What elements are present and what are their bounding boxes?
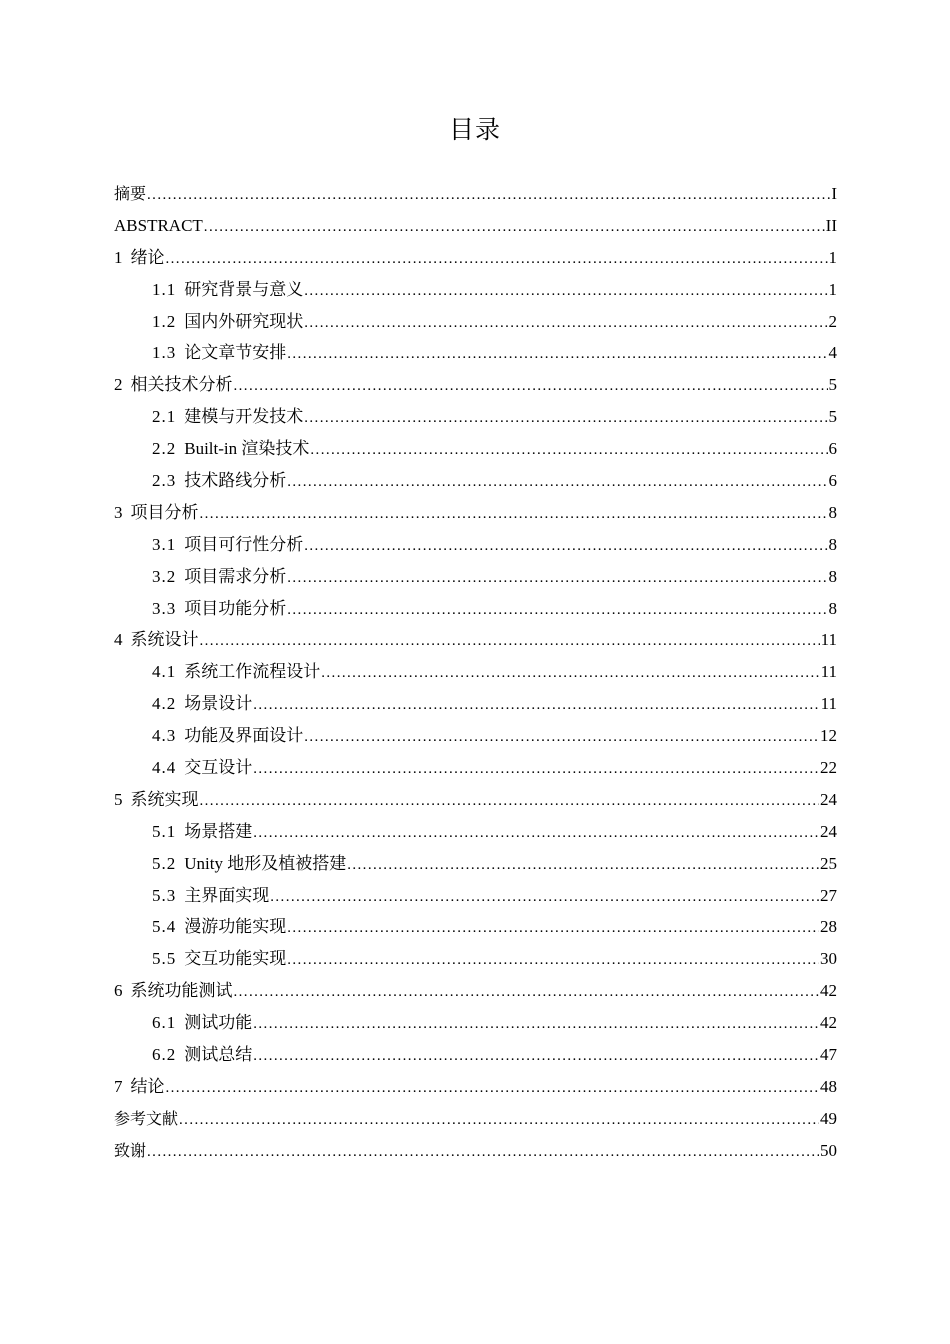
- toc-entry-number: 1.3: [152, 343, 177, 363]
- dot-leader: [304, 276, 827, 308]
- toc-entry-page-number: 27: [820, 885, 837, 905]
- dot-leader: [234, 977, 820, 1009]
- dot-leader: [321, 658, 819, 690]
- toc-entry-label: 项目可行性分析: [184, 534, 304, 554]
- toc-entry-number: 3: [114, 502, 123, 522]
- toc-entry-page-number: I: [831, 184, 837, 203]
- toc-entry-label: 相关技术分析: [130, 375, 233, 395]
- toc-entry[interactable]: [114, 784, 837, 816]
- toc-entry-label: 系统设计: [130, 630, 199, 650]
- toc-entry-number: 7: [114, 1076, 123, 1096]
- dot-leader: [253, 1009, 819, 1041]
- toc-entry-label: 交互功能实现: [184, 949, 287, 969]
- toc-entry-label: 建模与开发技术: [184, 407, 304, 427]
- toc-entry-page-number: 11: [820, 694, 837, 714]
- toc-entry-page-number: 49: [820, 1108, 837, 1128]
- toc-entry[interactable]: [114, 752, 837, 784]
- toc-entry[interactable]: [114, 911, 837, 943]
- toc-entry[interactable]: [114, 369, 837, 401]
- toc-entry-page-number: 25: [820, 853, 837, 873]
- dot-leader: [304, 308, 827, 340]
- toc-entry-label: 绪论: [130, 247, 165, 267]
- toc-entry-label: 系统功能测试: [130, 981, 233, 1001]
- toc-entry-page-number: 5: [828, 407, 837, 427]
- toc-entry[interactable]: [114, 656, 837, 688]
- toc-entry[interactable]: [114, 1071, 837, 1103]
- toc-entry-number: 6.2: [152, 1045, 177, 1065]
- toc-entry-label: ABSTRACT: [114, 215, 203, 235]
- toc-entry-number: 2: [114, 375, 123, 395]
- dot-leader: [347, 850, 819, 882]
- page-title: 目录: [448, 115, 501, 144]
- toc-entry-page-number: 1: [828, 279, 837, 299]
- toc-entry-page-number: 1: [828, 247, 837, 267]
- toc-entry[interactable]: [114, 1103, 837, 1135]
- dot-leader: [310, 435, 827, 467]
- toc-entry-label: 系统实现: [130, 789, 199, 809]
- dot-leader: [287, 913, 819, 945]
- toc-entry-number: 6: [114, 981, 123, 1001]
- toc-entry[interactable]: [114, 688, 837, 720]
- toc-entry-label: 论文章节安排: [184, 343, 287, 363]
- toc-entry[interactable]: [114, 816, 837, 848]
- toc-entry-page-number: 12: [820, 726, 837, 746]
- toc-entry-number: 4.2: [152, 694, 177, 714]
- toc-entry[interactable]: [114, 943, 837, 975]
- toc-entry-page-number: 2: [828, 311, 837, 331]
- toc-entry[interactable]: [114, 178, 837, 210]
- toc-entry-page-number: 42: [820, 1013, 837, 1033]
- toc-entry-page-number: 30: [820, 949, 837, 969]
- dot-leader: [304, 722, 819, 754]
- toc-entry[interactable]: [114, 975, 837, 1007]
- toc-entry-number: 5.5: [152, 949, 177, 969]
- toc-entry[interactable]: [114, 433, 837, 465]
- toc-entry-label: 国内外研究现状: [184, 311, 304, 331]
- toc-entry-label: 场景设计: [184, 694, 253, 714]
- toc-entry-number: 2.3: [152, 471, 177, 491]
- toc-entry[interactable]: [114, 880, 837, 912]
- toc-entry-page-number: 42: [820, 981, 837, 1001]
- toc-entry[interactable]: [114, 210, 837, 242]
- table-of-contents: [114, 178, 837, 1167]
- toc-entry-number: 3.2: [152, 566, 177, 586]
- toc-entry-label: 致谢: [114, 1140, 147, 1160]
- toc-entry-label: 主界面实现: [184, 885, 270, 905]
- toc-entry-number: 5.4: [152, 917, 177, 937]
- dot-leader: [253, 754, 819, 786]
- toc-entry-label: 交互设计: [184, 758, 253, 778]
- dot-leader: [287, 339, 827, 371]
- toc-entry[interactable]: [114, 497, 837, 529]
- toc-entry[interactable]: [114, 401, 837, 433]
- toc-entry-label: 项目分析: [130, 502, 199, 522]
- toc-entry-label: 技术路线分析: [184, 471, 287, 491]
- toc-entry-page-number: 6: [828, 471, 837, 491]
- toc-entry-number: 1.2: [152, 311, 177, 331]
- dot-leader: [287, 595, 827, 627]
- dot-leader: [166, 244, 828, 276]
- toc-entry-label: 参考文献: [114, 1108, 179, 1128]
- toc-entry[interactable]: [114, 1007, 837, 1039]
- dot-leader: [234, 371, 828, 403]
- toc-entry-label: 摘要: [114, 184, 147, 203]
- toc-entry-label: 研究背景与意义: [184, 279, 304, 299]
- toc-entry-number: 5.3: [152, 885, 177, 905]
- toc-entry-label: Unity 地形及植被搭建: [184, 853, 347, 873]
- toc-entry[interactable]: [114, 624, 837, 656]
- toc-entry-page-number: 48: [820, 1076, 837, 1096]
- toc-entry-label: Built-in 渲染技术: [184, 439, 310, 459]
- dot-leader: [166, 1073, 820, 1105]
- toc-entry-page-number: 11: [820, 662, 837, 682]
- toc-entry-number: 1.1: [152, 279, 177, 299]
- toc-entry[interactable]: [114, 1039, 837, 1071]
- toc-entry-label: 场景搭建: [184, 821, 253, 841]
- dot-leader: [253, 1041, 819, 1073]
- toc-entry[interactable]: [114, 593, 837, 625]
- toc-entry-number: 6.1: [152, 1013, 177, 1033]
- toc-entry[interactable]: [114, 1135, 837, 1167]
- toc-entry-page-number: 5: [828, 375, 837, 395]
- toc-entry-page-number: 28: [820, 917, 837, 937]
- dot-leader: [253, 818, 819, 850]
- dot-leader: [304, 403, 827, 435]
- toc-entry-number: 2.1: [152, 407, 177, 427]
- toc-entry-page-number: 11: [820, 630, 837, 650]
- toc-entry-label: 测试总结: [184, 1045, 253, 1065]
- toc-entry-page-number: 4: [828, 343, 837, 363]
- toc-entry-label: 项目需求分析: [184, 566, 287, 586]
- dot-leader: [287, 467, 827, 499]
- toc-entry-label: 功能及界面设计: [184, 726, 304, 746]
- dot-leader: [179, 1105, 819, 1137]
- toc-entry-page-number: 8: [828, 502, 837, 522]
- dot-leader: [253, 690, 819, 722]
- dot-leader: [287, 563, 827, 595]
- toc-entry-page-number: 50: [820, 1140, 837, 1160]
- toc-entry-label: 系统工作流程设计: [184, 662, 321, 682]
- toc-entry-number: 2.2: [152, 439, 177, 459]
- toc-entry[interactable]: [114, 848, 837, 880]
- toc-entry-number: 4: [114, 630, 123, 650]
- dot-leader: [200, 626, 820, 658]
- toc-entry-number: 5.1: [152, 821, 177, 841]
- toc-entry[interactable]: [114, 465, 837, 497]
- toc-entry[interactable]: [114, 561, 837, 593]
- toc-entry-page-number: 8: [828, 534, 837, 554]
- dot-leader: [147, 1137, 819, 1169]
- dot-leader: [204, 212, 825, 244]
- toc-entry-number: 5: [114, 789, 123, 809]
- toc-entry-page-number: 24: [820, 821, 837, 841]
- dot-leader: [304, 531, 827, 563]
- toc-entry-page-number: 47: [820, 1045, 837, 1065]
- toc-entry[interactable]: [114, 720, 837, 752]
- dot-leader: [287, 945, 819, 977]
- toc-entry-page-number: 8: [828, 598, 837, 618]
- toc-entry-page-number: 6: [828, 439, 837, 459]
- toc-entry-number: 3.3: [152, 598, 177, 618]
- toc-entry-page-number: 8: [828, 566, 837, 586]
- toc-entry[interactable]: [114, 306, 837, 338]
- toc-entry-number: 4.1: [152, 662, 177, 682]
- toc-entry[interactable]: [114, 242, 837, 274]
- toc-entry-label: 漫游功能实现: [184, 917, 287, 937]
- toc-entry[interactable]: [114, 337, 837, 369]
- dot-leader: [200, 499, 828, 531]
- toc-entry-number: 4.3: [152, 726, 177, 746]
- toc-entry-page-number: II: [825, 215, 837, 235]
- toc-entry-number: 3.1: [152, 534, 177, 554]
- toc-entry-label: 测试功能: [184, 1013, 253, 1033]
- toc-entry-label: 结论: [130, 1076, 165, 1096]
- dot-leader: [270, 882, 819, 914]
- toc-entry[interactable]: [114, 274, 837, 306]
- toc-entry-number: 5.2: [152, 853, 177, 873]
- toc-entry[interactable]: [114, 529, 837, 561]
- toc-entry-page-number: 22: [820, 758, 837, 778]
- toc-entry-number: 1: [114, 247, 123, 267]
- toc-entry-label: 项目功能分析: [184, 598, 287, 618]
- dot-leader: [200, 786, 820, 818]
- toc-entry-number: 4.4: [152, 758, 177, 778]
- dot-leader: [147, 180, 830, 212]
- toc-entry-page-number: 24: [820, 789, 837, 809]
